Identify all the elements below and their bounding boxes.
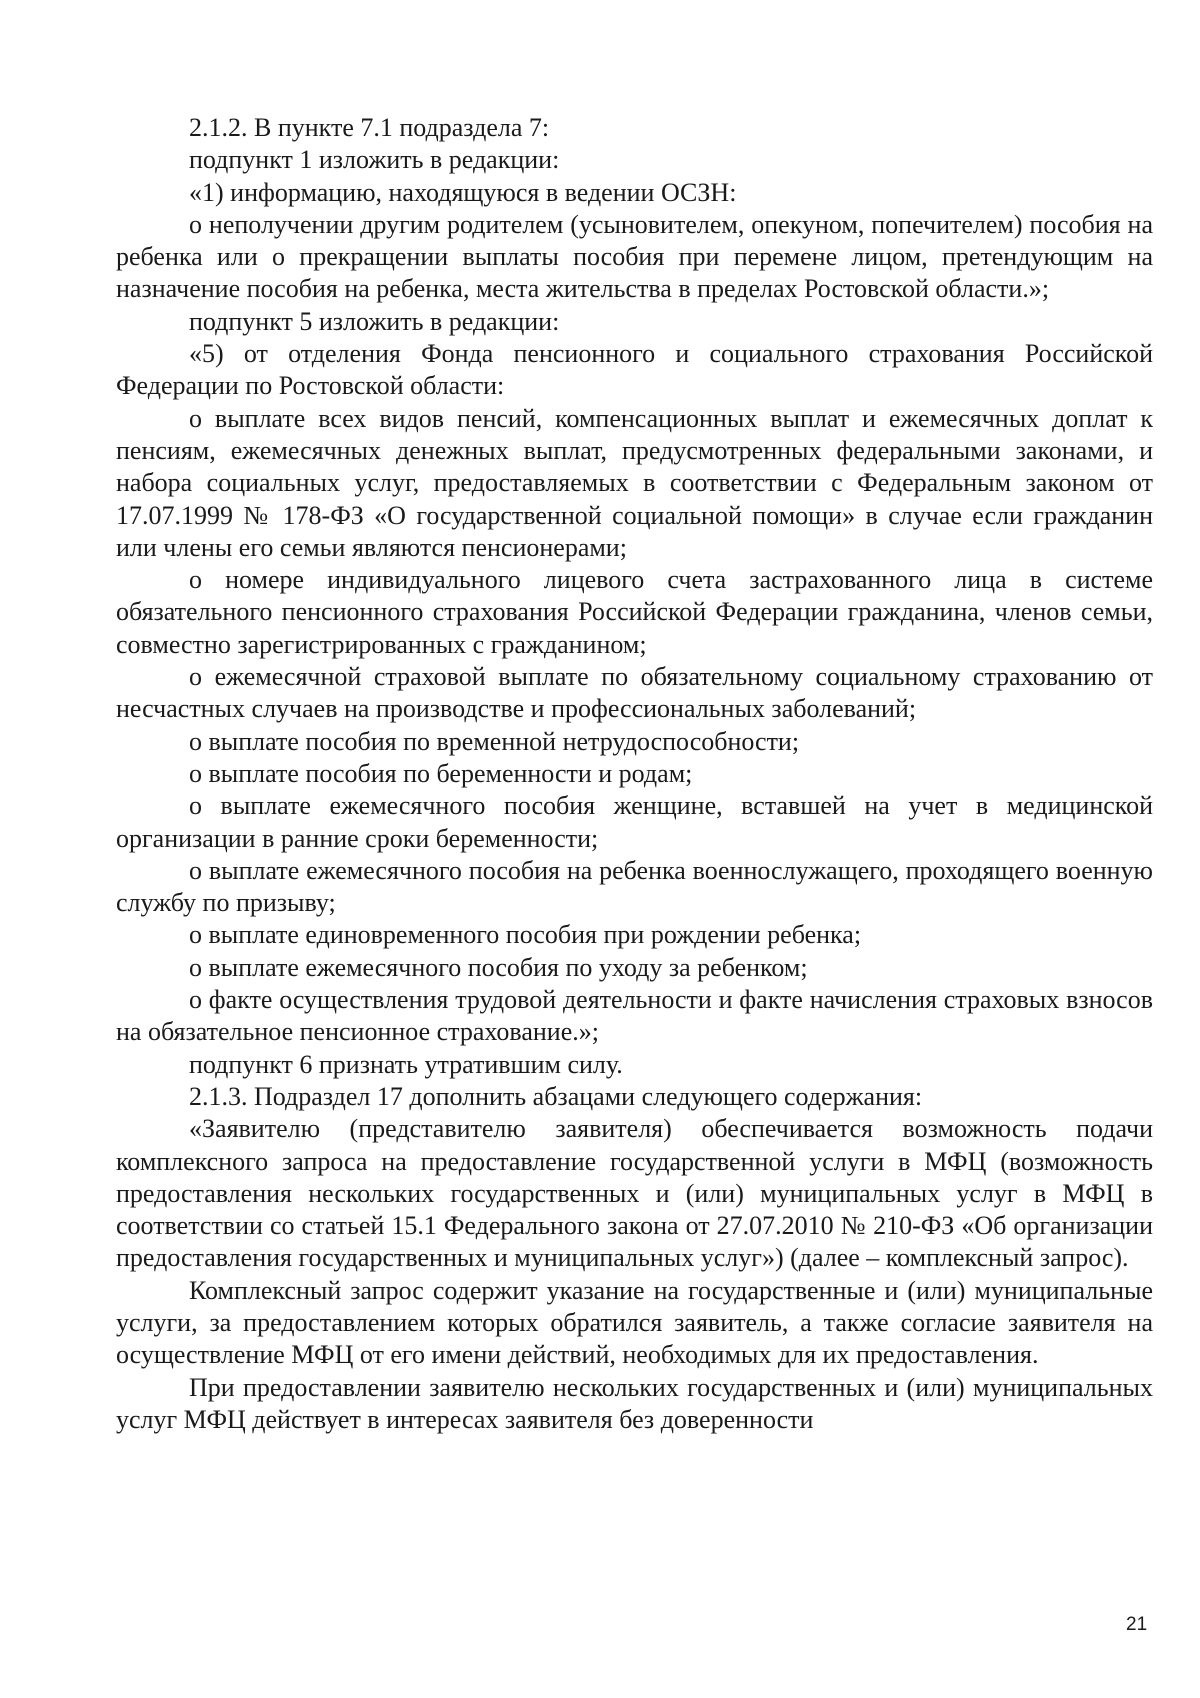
paragraph-subitem-1-intro: подпункт 1 изложить в редакции:: [189, 145, 560, 175]
paragraph-birth-benefit: о выплате единовременного пособия при рождении ребенка;: [189, 920, 862, 950]
paragraph-subitem-5-text: «5) от отделения Фонда пенсионного и социального страхования Российской Федерации по Ростовской области:: [116, 339, 1153, 401]
paragraph-maternity-benefit: о выплате пособия по беременности и родам;: [189, 758, 693, 788]
paragraph-insurance-payment: о ежемесячной страховой выплате по обязательному социальному страхованию от несчастных случаев на производстве и профессиональных заболеваний;: [116, 662, 1153, 724]
paragraph-labor-activity: о факте осуществления трудовой деятельности и факте начисления страховых взносов на обязательное пенсионное страхование.»;: [116, 985, 1153, 1047]
paragraph-2-1-2-heading: 2.1.2. В пункте 7.1 подраздела 7:: [189, 113, 550, 142]
paragraph-2-1-3-heading: 2.1.3. Подраздел 17 дополнить абзацами следующего содержания:: [189, 1081, 923, 1111]
paragraph-childcare-benefit: о выплате ежемесячного пособия по уходу за ребенком;: [189, 952, 808, 982]
paragraph-subitem-1-text: «1) информацию, находящуюся в ведении ОСЗН:: [189, 177, 737, 207]
paragraph-pensions-payments: о выплате всех видов пенсий, компенсационных выплат и ежемесячных доплат к пенсиям, ежемесячных денежных выплат, предусмотренных федеральными законами, и набора социальных услуг, предоставляемых в соответствии с Федеральным законом от 17.07.1999 № 178-ФЗ «О государственной социальной помощи» в случае если гражданин или члены его семьи являются пенсионерами;: [116, 403, 1153, 562]
paragraph-disability-benefit: о выплате пособия по временной нетрудоспособности;: [189, 726, 800, 756]
document-body: [116, 112, 1153, 1436]
paragraph-personal-account: о номере индивидуального лицевого счета застрахованного лица в системе обязательного пенсионного страхования Российской Федерации гражданина, членов семьи, совместно зарегистрированных с гражданином;: [116, 565, 1153, 659]
paragraph-mfc-acts: При предоставлении заявителю нескольких государственных и (или) муниципальных услуг МФЦ действует в интересах заявителя без доверенности: [116, 1372, 1153, 1434]
paragraph-early-pregnancy-benefit: о выплате ежемесячного пособия женщине, вставшей на учет в медицинской организации в ранние сроки беременности;: [116, 791, 1153, 853]
paragraph-complex-request: «Заявителю (представителю заявителя) обеспечивается возможность подачи комплексного запроса на предоставление государственной услуги в МФЦ (возможность предоставления нескольких государственных и (или) муниципальных услуг в МФЦ в соответствии со статьей 15.1 Федерального закона от 27.07.2010 № 210-ФЗ «Об организации предоставления государственных и муниципальных услуг») (далее – комплексный запрос).: [116, 1114, 1153, 1273]
paragraph-conscript-child-benefit: о выплате ежемесячного пособия на ребенка военнослужащего, проходящего военную службу по призыву;: [116, 855, 1153, 918]
paragraph-complex-request-content: Комплексный запрос содержит указание на государственные и (или) муниципальные услуги, за предоставлением которых обратился заявитель, а также согласие заявителя на осуществление МФЦ от его имени действий, необходимых для их предоставления.: [116, 1275, 1153, 1370]
paragraph-nonreceipt-benefit: о неполучении другим родителем (усыновителем, опекуном, попечителем) пособия на ребенка или о прекращении выплаты пособия при перемене лицом, претендующим на назначение пособия на ребенка, места жительства в пределах Ростовской области.»;: [116, 209, 1153, 304]
paragraph-subitem-6: подпункт 6 признать утратившим силу.: [189, 1049, 623, 1079]
paragraph-subitem-5-intro: подпункт 5 изложить в редакции:: [189, 306, 560, 336]
page-number: 21: [1126, 1614, 1148, 1635]
